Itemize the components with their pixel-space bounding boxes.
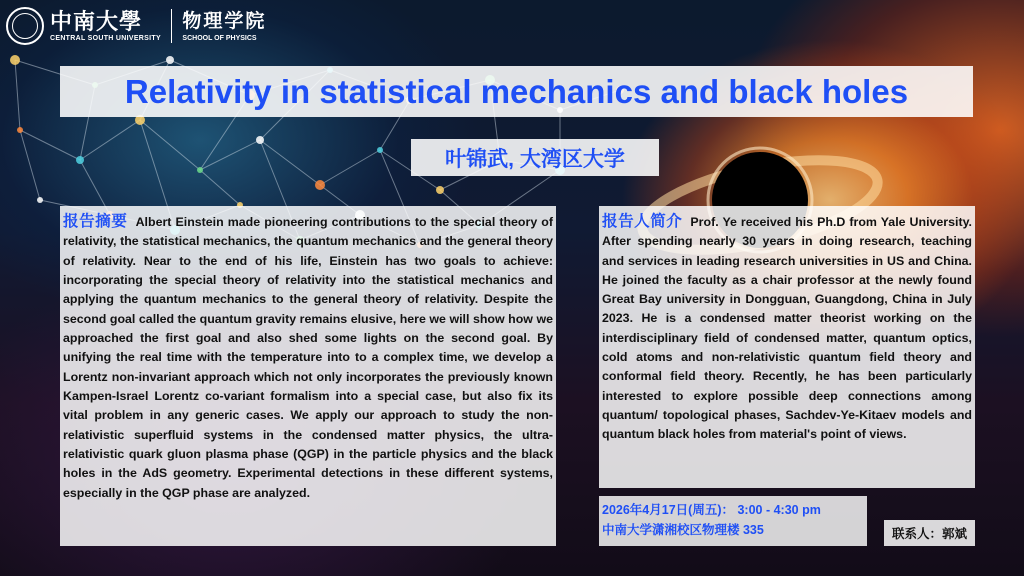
university-seal-icon	[6, 7, 44, 45]
title-box	[60, 66, 973, 117]
logo-bar	[6, 4, 266, 48]
abstract-text: Albert Einstein made pioneering contributions to the special theory of relativity, the statistical mechanics, the quantum mechanics and the general theory of relativity. Near to the end of his life, Einstein has two goals to achieve: incorporating the special theory of relativity into the statistical mechanics and applying the quantum mechanics to the general theory of relativity. Despite the second goal called the quantum gravity remains elusive, here we will show how we approached the first goal and also shed some lights on the second goal. By unifying the real time with the temperature into to a complex time, we develop a Lorentz non-invariant approach which not only incorporates the previously known Kampen-Israel Lorentz co-variant formalism into a special case, but also fix its vital problem in any generic cases. We apply our approach to study the non-relativistic superfluid systems in the condensed matter physics, the ultra-relativistic quark gluon plasma phase (QGP) in the particle physics and the black holes in the AdS geometry. Experimental detections in these different systems, especially in the QGP phase are analyzed.	[63, 215, 553, 500]
contact-box	[884, 520, 975, 546]
speaker-name: 叶锦武, 大湾区大学	[445, 147, 625, 171]
speaker-box	[411, 139, 659, 176]
school-logo	[182, 11, 266, 42]
talk-title: Relativity in statistical mechanics and black holes	[124, 72, 909, 110]
event-info-box	[599, 496, 867, 546]
bio-heading: 报告人简介	[602, 213, 683, 230]
abstract-paragraph	[63, 212, 553, 503]
abstract-heading: 报告摘要	[63, 213, 128, 230]
school-name-en: SCHOOL OF PHYSICS	[182, 34, 257, 42]
bio-paragraph	[602, 212, 972, 445]
university-name-en: CENTRAL SOUTH UNIVERSITY	[50, 35, 161, 42]
abstract-box	[60, 206, 556, 546]
bio-text: Prof. Ye received his Ph.D from Yale University. After spending nearly 30 years in doing research, teaching and services in leading research universities in US and China. He joined the faculty as a chair professor at the newly found Great Bay university in Dongguan, Guangdong, China in July 2023. He is a condensed matter theorist working on the interdisciplinary field of condensed matter, quantum optics, cold atoms and non-relativistic quantum field theory and conformal field theory. Recently, he has been particularly interested to explore possible deep connections among quantum/ topological phases, Sachdev-Ye-Kitaev models and quantum black holes from material's point of views.	[602, 215, 972, 442]
event-location: 中南大学潇湘校区物理楼 335	[602, 523, 764, 537]
logo-divider	[171, 9, 173, 43]
school-name-cn: 物理学院	[182, 10, 267, 32]
university-name-cn: 中南大學	[50, 9, 143, 35]
contact-person: 联系人：郭斌	[891, 527, 967, 541]
university-logo	[50, 10, 161, 42]
bio-box	[599, 206, 975, 488]
event-time: 2026年4月17日(周五)： 3:00 - 4:30 pm	[602, 503, 821, 517]
